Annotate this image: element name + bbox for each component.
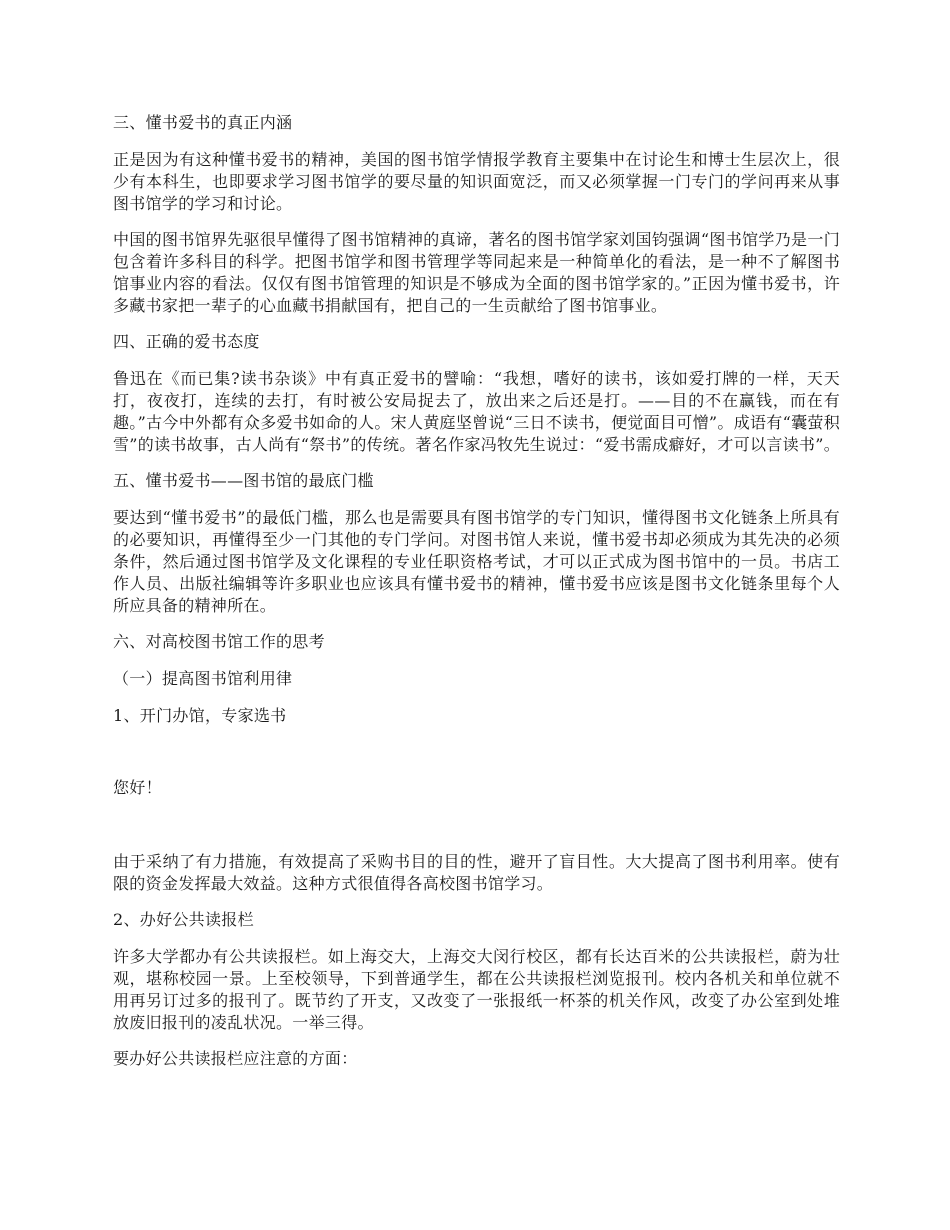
subsection-heading: （一）提高图书馆利用律	[113, 669, 293, 688]
paragraph: 许多大学都办有公共读报栏。如上海交大，上海交大闵行校区，都有长达百米的公共读报栏，蔚为壮观，堪称校园一景。上至校领导，下到普通学生，都在公共读报栏浏览报刊。校内各机关和单位就不用再另订过多的报刊了。既节约了开支，又改变了一张报纸一杯茶的机关作风，改变了办公室到处堆放废旧报刊的凌乱状况。一举三得。	[113, 947, 840, 1032]
paragraph: 正是因为有这种懂书爱书的精神，美国的图书馆学情报学教育主要集中在讨论生和博士生层次上，很少有本科生，也即要求学习图书馆学的要尽量的知识面宽泛，而又必须掌握一门专门的学问再来从事图书馆学的学习和讨论。	[113, 150, 840, 213]
section-heading: 六、对高校图书馆工作的思考	[113, 632, 325, 651]
paragraph: 要办好公共读报栏应注意的方面：	[113, 1049, 358, 1068]
item-heading: 1、开门办馆，专家选书	[113, 706, 287, 725]
document-page	[113, 112, 840, 1084]
paragraph: 由于采纳了有力措施，有效提高了采购书目的目的性，避开了盲目性。大大提高了图书利用率。使有限的资金发挥最大效益。这种方式很值得各高校图书馆学习。	[113, 852, 840, 893]
paragraph: 要达到“懂书爱书”的最低门槛，那么也是需要具有图书馆学的专门知识，懂得图书文化链条上所具有的必要知识，再懂得至少一门其他的专门学问。对图书馆人来说，懂书爱书却必须成为其先决的必须条件，然后通过图书馆学及文化课程的专业任职资格考试，才可以正式成为图书馆中的一员。书店工作人员、出版社编辑等许多职业也应该具有懂书爱书的精神，懂书爱书应该是图书文化链条里每个人所应具备的精神所在。	[113, 508, 840, 615]
item-heading: 2、办好公共读报栏	[113, 910, 254, 929]
section-heading: 五、懂书爱书——图书馆的最底门槛	[113, 471, 374, 490]
paragraph: 中国的图书馆界先驱很早懂得了图书馆精神的真谛，著名的图书馆学家刘国钧强调“图书馆学乃是一门包含着许多科目的科学。把图书馆学和图书管理学等同起来是一种简单化的看法，是一种不了解图书馆事业内容的看法。仅仅有图书馆管理的知识是不够成为全面的图书馆学家的。”正因为懂书爱书，许多藏书家把一辈子的心血藏书捐献国有，把自己的一生贡献给了图书馆事业。	[113, 230, 840, 315]
section-heading: 四、正确的爱书态度	[113, 332, 260, 351]
greeting-text: 您好！	[113, 778, 162, 797]
section-heading: 三、懂书爱书的真正内涵	[113, 113, 293, 132]
paragraph: 鲁迅在《而已集?读书杂谈》中有真正爱书的譬喻：“我想，嗜好的读书，该如爱打牌的一样，天天打，夜夜打，连续的去打，有时被公安局捉去了，放出来之后还是打。——目的不在赢钱，而在有趣。”古今中外都有众多爱书如命的人。宋人黄庭坚曾说“三日不读书，便觉面目可憎”。成语有“囊萤积雪”的读书故事，古人尚有“祭书”的传统。著名作家冯牧先生说过：“爱书需成癖好，才可以言读书”。	[113, 369, 840, 454]
